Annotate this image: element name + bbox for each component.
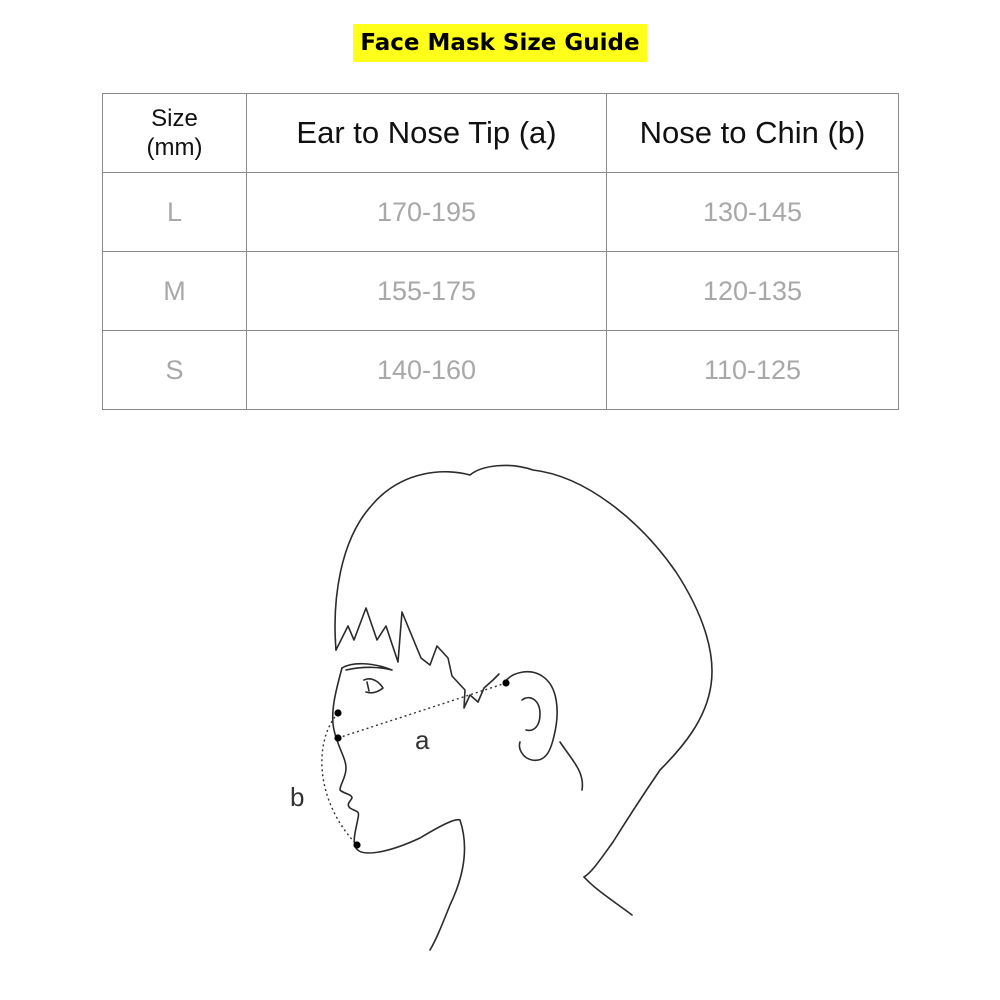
- neck-back: [584, 877, 632, 915]
- ear: [505, 672, 557, 761]
- row-ear-to-nose-cell: 140-160: [247, 331, 607, 410]
- row-size-cell: S: [103, 331, 247, 410]
- ear-inner: [522, 698, 540, 731]
- ear-point-dot: [502, 679, 509, 686]
- row-ear-to-nose-cell: 155-175: [247, 252, 607, 331]
- chin-dot: [353, 841, 360, 848]
- nose-tip-dot: [334, 734, 341, 741]
- label-a: a: [415, 725, 430, 755]
- eye: [364, 679, 383, 693]
- face-profile: [333, 668, 465, 950]
- row-size-cell: L: [103, 173, 247, 252]
- eye-pupil: [367, 682, 369, 691]
- header-ear-to-nose: Ear to Nose Tip (a): [247, 94, 607, 173]
- ear-jaw-line: [560, 742, 582, 790]
- row-nose-to-chin-cell: 110-125: [607, 331, 899, 410]
- hair-fringe: [336, 608, 478, 708]
- row-size-cell: M: [103, 252, 247, 331]
- header-size-line2: (mm): [146, 134, 203, 161]
- row-nose-to-chin-cell: 120-135: [607, 252, 899, 331]
- nose-top-dot: [334, 709, 341, 716]
- eyebrow: [342, 664, 392, 670]
- row-ear-to-nose-cell: 170-195: [247, 173, 607, 252]
- page-title: Face Mask Size Guide: [353, 24, 646, 62]
- header-nose-to-chin: Nose to Chin (b): [607, 94, 899, 173]
- measure-line-b: [322, 713, 357, 845]
- label-b: b: [290, 782, 305, 812]
- sideburn: [478, 674, 499, 702]
- row-nose-to-chin-cell: 130-145: [607, 173, 899, 252]
- header-size-line1: Size: [151, 105, 198, 132]
